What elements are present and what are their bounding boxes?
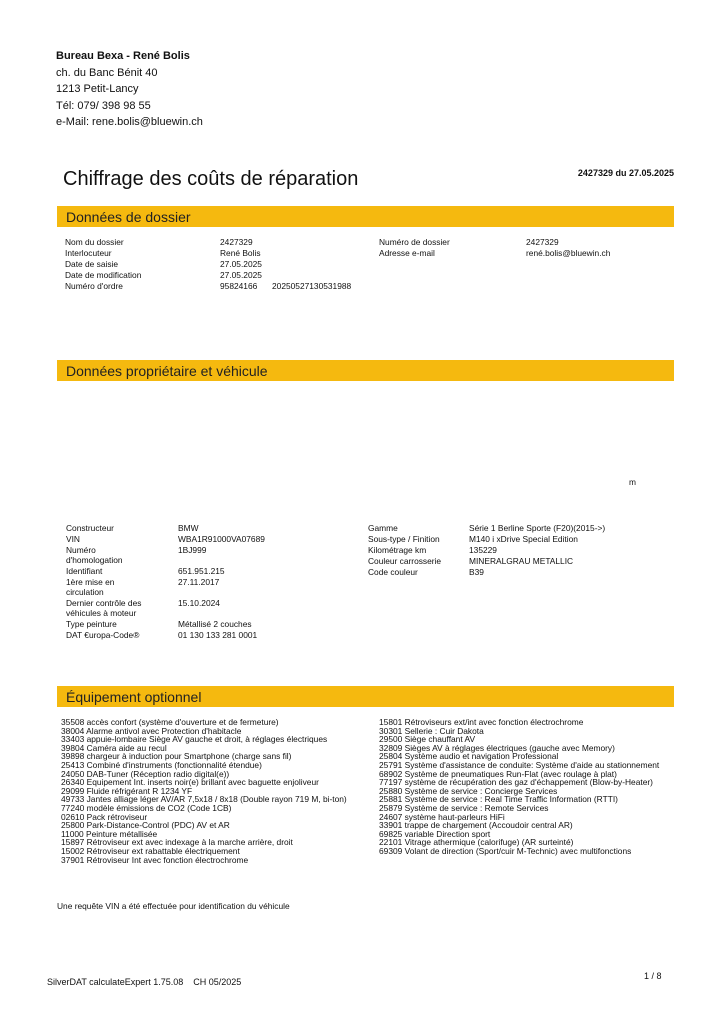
section-header-owner-vehicle <box>57 360 674 381</box>
equipment-item: 15801 Rétroviseurs ext/int avec fonction électrochrome <box>379 717 584 727</box>
section-header-dossier <box>57 206 674 227</box>
dossier-row: Interlocuteur René Bolis <box>65 248 261 258</box>
vehicle-row: Kilométrage km 135229 <box>368 545 497 555</box>
document-reference: 2427329 du 27.05.2025 <box>577 168 674 178</box>
vehicle-row: Gamme Série 1 Berline Sporte (F20)(2015->) <box>368 523 606 533</box>
vehicle-row: Sous-type / Finition M140 i xDrive Special Edition <box>368 534 578 544</box>
dossier-left-table <box>65 237 351 292</box>
equipment-item: 32809 Sièges AV à réglages électriques (gauche avec Memory) <box>379 742 615 753</box>
company-name: Bureau Bexa - René Bolis <box>56 50 190 62</box>
equipment-item: 30301 Sellerie : Cuir Dakota <box>379 725 484 736</box>
vehicle-row: Identifiant 651.951.215 <box>66 566 225 576</box>
section-title-owner-vehicle: Données propriétaire et véhicule <box>66 363 268 379</box>
vehicle-left-table <box>66 523 265 640</box>
page-title: Chiffrage des coûts de réparation <box>63 168 359 190</box>
footer-software: SilverDAT calculateExpert 1.75.08 CH 05/2025 <box>47 977 242 987</box>
equipment-item: 02610 Pack rétroviseur <box>61 811 148 822</box>
equipment-item: 24607 système haut-parleurs HiFi <box>379 811 505 822</box>
section-title-equipment: Équipement optionnel <box>66 689 202 705</box>
company-phone: Tél: 079/ 398 98 55 <box>56 99 151 112</box>
company-city: 1213 Petit-Lancy <box>56 83 139 95</box>
dossier-row: Date de modification 27.05.2025 <box>65 270 262 280</box>
equipment-item: 11000 Peinture métallisée <box>61 828 158 839</box>
equipment-item: 49733 Jantes alliage léger AV/AR 7,5x18 / 8x18 (Double rayon 719 M, bi-ton) <box>61 794 347 805</box>
vehicle-row: 1ère mise en circulation 27.11.2017 <box>66 577 220 597</box>
equipment-item: 39898 chargeur à induction pour Smartphone (charge sans fil) <box>61 751 292 762</box>
page-number: 1 / 8 <box>644 971 662 981</box>
vehicle-row: Code couleur B39 <box>368 567 484 577</box>
equipment-item: 25800 Park-Distance-Control (PDC) AV et AR <box>61 820 230 831</box>
dossier-row: Nom du dossier 2427329 <box>65 237 253 247</box>
equipment-item: 22101 Vitrage athermique (calorifuge) (AR surteinté) <box>379 837 574 848</box>
equipment-item: 15897 Rétroviseur ext avec indexage à la marche arrière, droit <box>61 837 293 848</box>
equipment-item: 29099 Fluide réfrigérant R 1234 YF <box>61 785 193 796</box>
equipment-item: 26340 Equipement Int. inserts noir(e) brillant avec baguette enjoliveur <box>61 777 319 788</box>
dossier-row: Numéro d'ordre 95824166 20250527130531988 <box>65 281 352 291</box>
dossier-row: Date de saisie 27.05.2025 <box>65 259 262 269</box>
section-header-equipment <box>57 686 674 707</box>
equipment-item: 69309 Volant de direction (Sport/cuir M-Technic) avec multifonctions <box>379 845 632 856</box>
vin-request-note: Une requête VIN a été effectuée pour identification du véhicule <box>57 901 290 911</box>
dossier-row: Numéro de dossier 2427329 <box>379 237 559 247</box>
equipment-item: 68902 Système de pneumatiques Run-Flat (avec roulage à plat) <box>379 768 617 779</box>
company-block <box>56 48 203 131</box>
dossier-row: Adresse e-mail rené.bolis@bluewin.ch <box>379 248 611 258</box>
equipment-item: 38004 Alarme antivol avec Protection d'habitacle <box>61 725 242 736</box>
stray-mark: m <box>629 477 636 487</box>
equipment-item: 25804 Système audio et navigation Professional <box>379 751 559 762</box>
vehicle-row: Couleur carrosserie MINERALGRAU METALLIC <box>368 556 574 566</box>
company-email: e-Mail: rene.bolis@bluewin.ch <box>56 116 203 128</box>
equipment-item: 25879 Système de service : Remote Services <box>379 802 549 813</box>
equipment-item: 33901 trappe de chargement (Accoudoir central AR) <box>379 820 573 831</box>
equipment-item: 25413 Combiné d'instruments (fonctionnalité étendue) <box>61 759 262 770</box>
equipment-item: 77197 système de récupération des gaz d'échappement (Blow-by-Heater) <box>379 777 653 788</box>
vehicle-row: DAT €uropa-Code® 01 130 133 281 0001 <box>66 630 258 640</box>
vehicle-row: Dernier contrôle des véhicules à moteur 15.10.2024 <box>66 598 220 618</box>
vehicle-row: VIN WBA1R91000VA07689 <box>66 534 265 544</box>
equipment-item: 25881 Système de service : Real Time Traffic Information (RTTI) <box>379 794 618 805</box>
vehicle-row: Type peinture Métallisé 2 couches <box>66 619 252 629</box>
equipment-item: 33403 appuie-lombaire Siège AV gauche et droit, à réglages électriques <box>61 734 328 745</box>
dossier-right-table <box>379 237 610 259</box>
equipment-item: 37901 Rétroviseur Int avec fonction électrochrome <box>61 854 249 865</box>
equipment-item: 29500 Siège chauffant AV <box>379 734 476 745</box>
company-street: ch. du Banc Bénit 40 <box>56 66 158 79</box>
vehicle-row: Constructeur BMW <box>66 523 199 533</box>
equipment-item: 35508 accès confort (système d'ouverture et de fermeture) <box>61 717 279 727</box>
equipment-item: 25880 Système de service : Concierge Services <box>379 785 558 796</box>
equipment-left-list <box>61 718 373 864</box>
equipment-item: 15002 Rétroviseur ext rabattable électriquement <box>61 845 240 856</box>
vehicle-right-table <box>368 523 605 578</box>
equipment-item: 39804 Caméra aide au recul <box>61 742 167 753</box>
equipment-item: 77240 modèle émissions de CO2 (Code 1CB) <box>61 802 232 813</box>
equipment-item: 25791 Système d'assistance de conduite: Système d'aide au stationnement <box>379 759 660 770</box>
section-title-dossier: Données de dossier <box>66 209 191 225</box>
equipment-right-list <box>379 718 674 856</box>
vehicle-row: Numéro d'homologation 1BJ999 <box>66 545 207 565</box>
equipment-item: 69825 variable Direction sport <box>379 828 491 839</box>
equipment-item: 24050 DAB-Tuner (Réception radio digital(e)) <box>61 768 230 779</box>
